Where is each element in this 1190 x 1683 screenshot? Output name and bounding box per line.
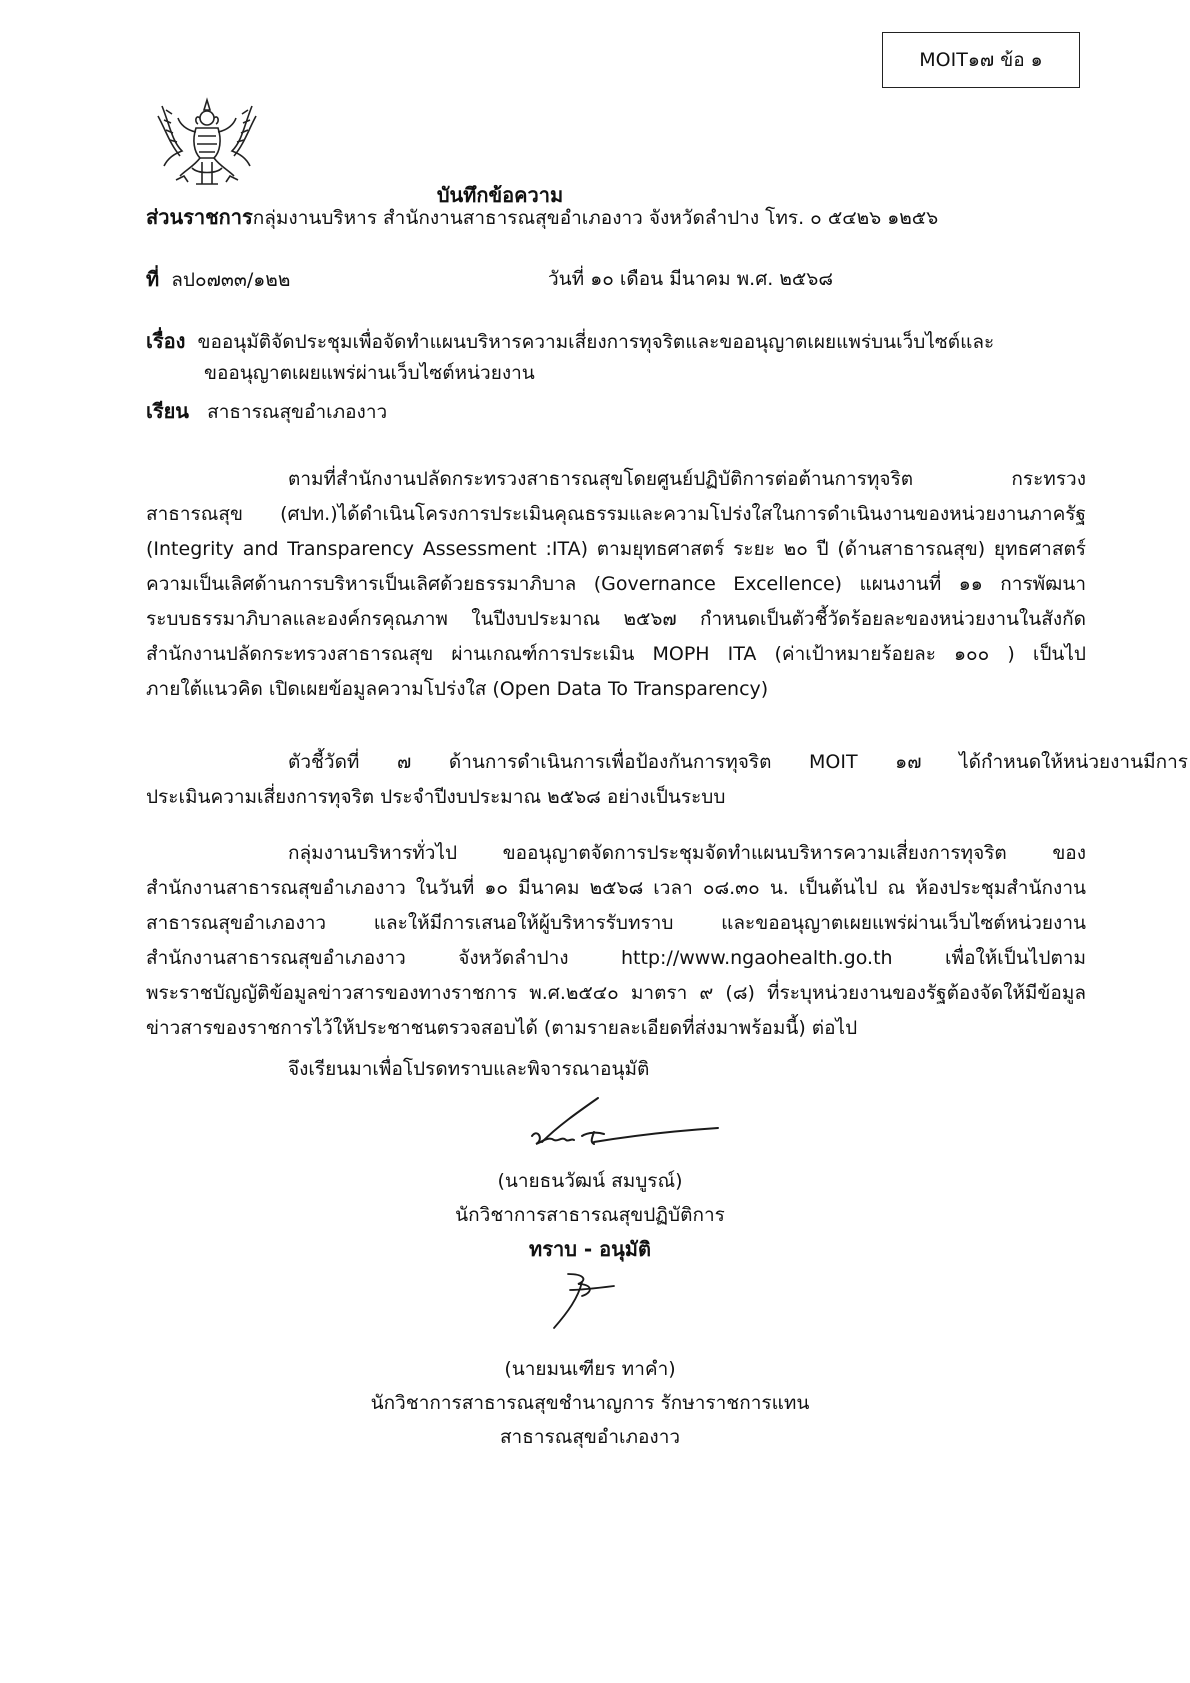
subject-line-2: ขออนุญาตเผยแพร่ผ่านเว็บไซต์หน่วยงาน (204, 362, 535, 384)
signer-2-name: (นายมนเฑียร ทาคำ) (504, 1358, 676, 1380)
signature-2-image (548, 1268, 628, 1332)
paragraph-1-line: ภายใต้แนวคิด เปิดเผยข้อมูลความโปร่งใส (Open Data To Transparency) (146, 678, 769, 700)
signer-1-position: นักวิชาการสาธารณสุขปฏิบัติการ (455, 1204, 725, 1226)
paragraph-3-line: สาธารณสุขอำเภองาว และให้มีการเสนอให้ผู้บริหารรับทราบ และขออนุญาตเผยแพร่ผ่านเว็บไซต์หน่วยงาน (146, 912, 1086, 934)
date-line (548, 262, 833, 296)
doc-number-label: ที่ (146, 267, 160, 291)
body-paragraph-1 (146, 462, 1086, 707)
paragraph-3-line: สำนักงานสาธารณสุขอำเภองาว ในวันที่ ๑๐ มีนาคม ๒๕๖๘ เวลา ๐๘.๓๐ น. เป็นต้นไป ณ ห้องประชุมสำนักงาน (146, 877, 1086, 899)
doc-number-line (146, 262, 290, 297)
paragraph-1-line: ตามที่สำนักงานปลัดกระทรวงสาธารณสุขโดยศูนย์ปฏิบัติการต่อต้านการทุจริต กระทรวง (288, 468, 1086, 490)
paragraph-1-line: ความเป็นเลิศด้านการบริหารเป็นเลิศด้วยธรรมาภิบาล (Governance Excellence) แผนงานที่ ๑๑ การพัฒนา (146, 573, 1086, 595)
department-value: กลุ่มงานบริหาร สำนักงานสาธารณสุขอำเภองาว จังหวัดลำปาง โทร. ๐ ๕๔๒๖ ๑๒๕๖ (252, 207, 939, 229)
paragraph-2-line: ประเมินความเสี่ยงการทุจริต ประจำปีงบประมาณ ๒๕๖๘ อย่างเป็นระบบ (146, 786, 726, 808)
paragraph-3-line: พระราชบัญญัติข้อมูลข่าวสารของทางราชการ พ.ศ.๒๕๔๐ มาตรา ๙ (๘) ที่ระบุหน่วยงานของรัฐต้องจัดให้มีข้อมูล (146, 982, 1086, 1004)
paragraph-1-line: ระบบธรรมาภิบาลและองค์กรคุณภาพ ในปีงบประมาณ ๒๕๖๗ กำหนดเป็นตัวชี้วัดร้อยละของหน่วยงานในสังกัด (146, 608, 1086, 630)
date-value: ๑๐ เดือน มีนาคม พ.ศ. ๒๕๖๘ (590, 268, 833, 290)
paragraph-1-line: สำนักงานปลัดกระทรวงสาธารณสุข ผ่านเกณฑ์การประเมิน MOPH ITA (ค่าเป้าหมายร้อยละ ๑๐๐ ) เป็นไป (146, 643, 1086, 665)
department-line (146, 200, 938, 235)
paragraph-3-line: ข่าวสารของราชการไว้ให้ประชาชนตรวจสอบได้ (ตามรายละเอียดที่ส่งมาพร้อมนี้) ต่อไป (146, 1017, 858, 1039)
date-label: วันที่ (548, 268, 585, 290)
doc-number-value: ลป๐๗๓๓/๑๒๒ (171, 269, 291, 291)
garuda-emblem-icon (152, 96, 262, 188)
paragraph-3-line: กลุ่มงานบริหารทั่วไป ขออนุญาตจัดการประชุมจัดทำแผนบริหารความเสี่ยงการทุจริต ของ (288, 842, 1086, 864)
signature-1-image (528, 1092, 728, 1156)
body-paragraph-3 (146, 836, 1086, 1046)
body-paragraph-2 (146, 745, 1188, 815)
signer-1-name: (นายธนวัฒน์ สมบูรณ์) (497, 1170, 683, 1192)
signer-2-position: นักวิชาการสาธารณสุขชำนาญการ รักษาราชการแทน (370, 1392, 810, 1414)
subject-line-1: ขออนุมัติจัดประชุมเพื่อจัดทำแผนบริหารความเสี่ยงการทุจริตและขออนุญาตเผยแพร่บนเว็บไซต์และ (197, 331, 995, 353)
recipient-value: สาธารณสุขอำเภองาว (207, 401, 388, 423)
paragraph-3-line: สำนักงานสาธารณสุขอำเภองาว จังหวัดลำปาง http://www.ngaohealth.go.th เพื่อให้เป็นไปตาม (146, 947, 1086, 969)
subject-label: เรื่อง (146, 329, 186, 353)
closing-line: จึงเรียนมาเพื่อโปรดทราบและพิจารณาอนุมัติ (288, 1058, 650, 1080)
memo-title: บันทึกข้อความ (436, 183, 564, 207)
paragraph-1-line: สาธารณสุข (ศปท.)ได้ดำเนินโครงการประเมินคุณธรรมและความโปร่งใสในการดำเนินงานของหน่วยงานภาครัฐ (146, 503, 1086, 525)
approval-text: ทราบ - อนุมัติ (529, 1237, 651, 1261)
subject-block (146, 324, 994, 359)
paragraph-2-line: ตัวชี้วัดที่ ๗ ด้านการดำเนินการเพื่อป้องกันการทุจริต MOIT ๑๗ ได้กำหนดให้หน่วยงานมีการ (288, 751, 1188, 773)
paragraph-1-line: (Integrity and Transparency Assessment :ITA) ตามยุทธศาสตร์ ระยะ ๒๐ ปี (ด้านสาธารณสุข) ยุทธศาสตร์ (146, 538, 1086, 560)
signer-2-office: สาธารณสุขอำเภองาว (499, 1426, 681, 1448)
recipient-label: เรียน (146, 399, 189, 423)
reference-box-text: MOIT๑๗ ข้อ ๑ (919, 49, 1043, 71)
department-label: ส่วนราชการ (146, 205, 253, 229)
reference-box (882, 32, 1080, 88)
recipient-line (146, 394, 387, 429)
